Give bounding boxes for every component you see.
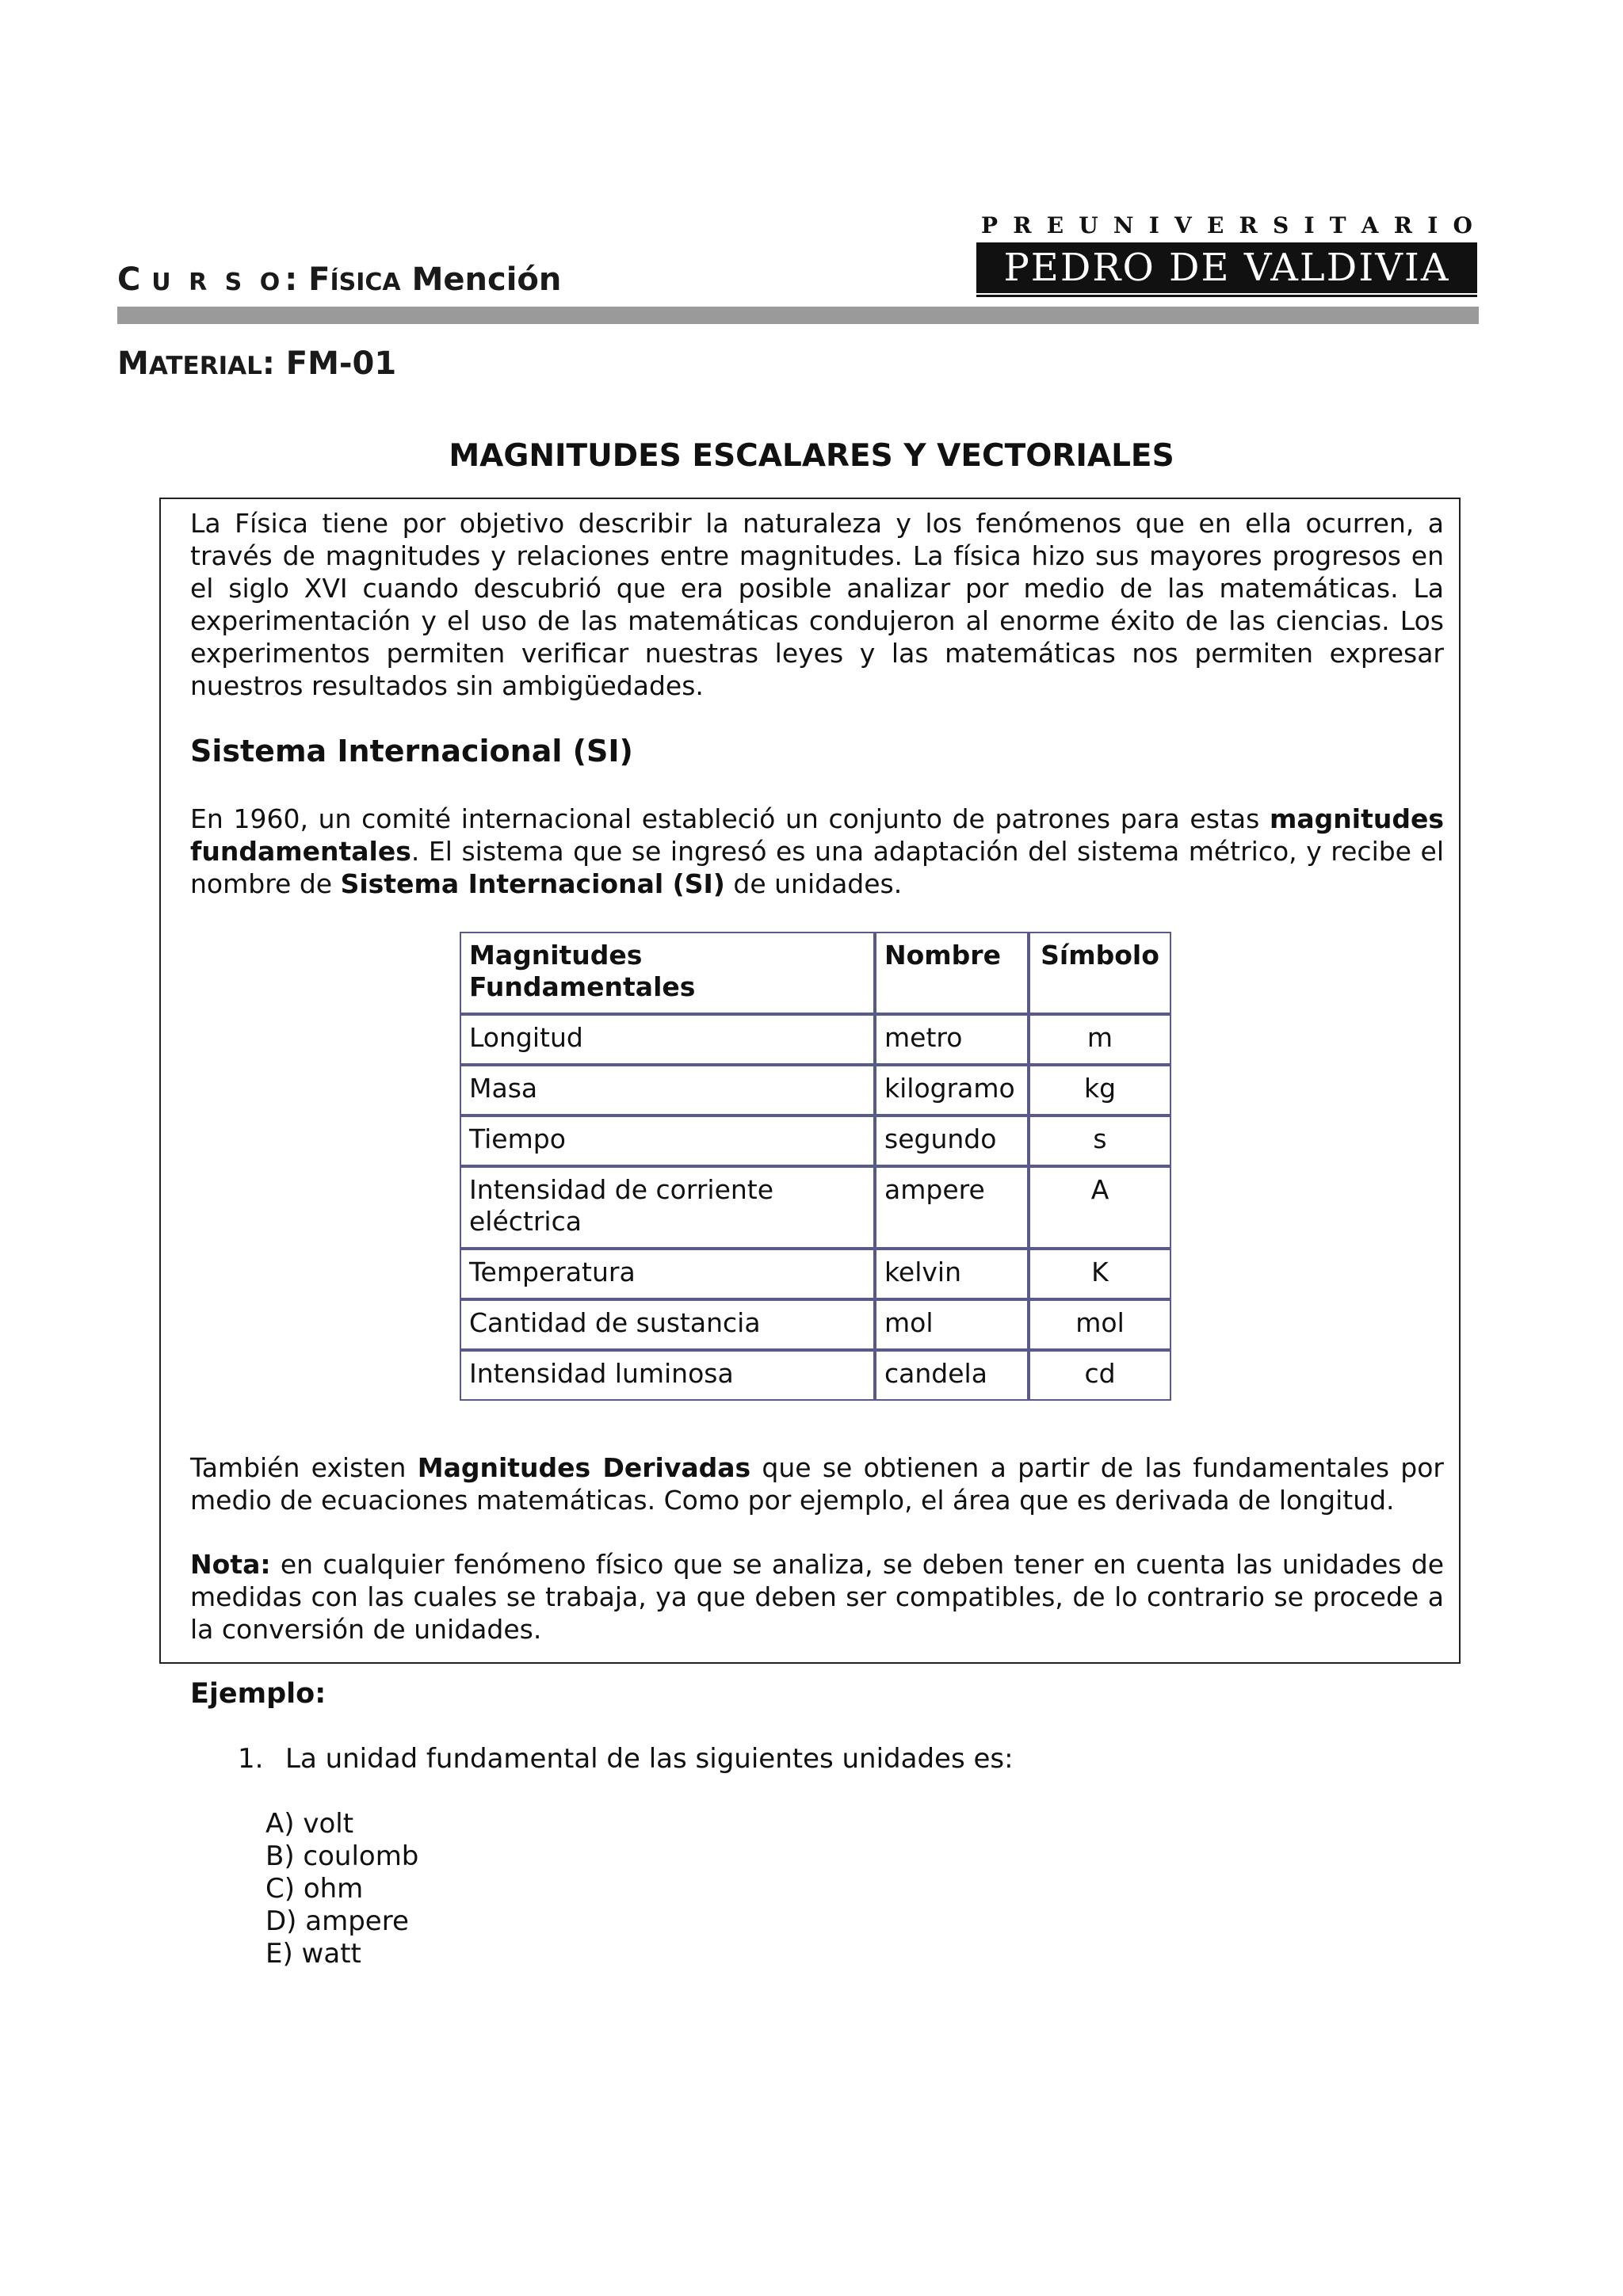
table-cell: kg (1029, 1065, 1171, 1116)
table-cell: Temperatura (460, 1249, 875, 1299)
table-cell: metro (875, 1014, 1029, 1065)
table-cell: cd (1029, 1350, 1171, 1401)
table-header: Nombre (875, 932, 1029, 1014)
si-units-table (460, 932, 1171, 1401)
table-row (460, 1299, 1171, 1350)
table-row (460, 1014, 1171, 1065)
option-b: B) coulomb (265, 1840, 419, 1872)
option-d: D) ampere (265, 1905, 409, 1937)
course-subject-f: F (308, 261, 330, 298)
table-cell: Cantidad de sustancia (460, 1299, 875, 1350)
course-label-c: C (117, 261, 141, 298)
table-header-row (460, 932, 1171, 1014)
option-e: E) watt (265, 1938, 361, 1970)
material-code (117, 345, 396, 382)
table-cell: Tiempo (460, 1116, 875, 1166)
table-row (460, 1350, 1171, 1401)
table-cell: kelvin (875, 1249, 1029, 1299)
course-label-colon: : (285, 261, 298, 298)
course-mention: Mención (411, 261, 562, 298)
intro-paragraph: La Física tiene por objetivo describir la naturaleza y los fenómenos que en ella ocurren, a través de magnitudes y relaciones entre magnitudes. La física hizo sus mayores progresos en el siglo XVI cuando descubrió que era posible analizar por medio de las matemáticas. La experimentación y el uso de las matemáticas condujeron al enorme éxito de las ciencias. Los experimentos permiten verificar nuestras leyes y las matemáticas nos permiten expresar nuestros resultados sin ambigüedades. (190, 508, 1444, 701)
course-label (117, 261, 561, 298)
table-row (460, 1249, 1171, 1299)
table-row (460, 1116, 1171, 1166)
table-cell: candela (875, 1350, 1029, 1401)
course-label-urso: U R S O (151, 269, 285, 296)
material-value: : FM-01 (262, 345, 397, 382)
logo-name: PEDRO DE VALDIVIA (976, 242, 1477, 293)
table-cell: kilogramo (875, 1065, 1029, 1116)
table-cell: A (1029, 1166, 1171, 1249)
si-heading: Sistema Internacional (SI) (190, 734, 633, 769)
note-paragraph: Nota: en cualquier fenómeno físico que se analiza, se deben tener en cuenta las unidades de medidas con las cuales se trabaja, ya que deben ser compatibles, de lo contrario se procede a la conversión de unidades. (190, 1549, 1444, 1645)
table-cell: m (1029, 1014, 1171, 1065)
table-cell: Masa (460, 1065, 875, 1116)
material-m: M (117, 345, 149, 382)
table-cell: s (1029, 1116, 1171, 1166)
table-cell: mol (875, 1299, 1029, 1350)
header-divider (117, 307, 1479, 324)
table-cell: ampere (875, 1166, 1029, 1249)
table-cell: Intensidad de corriente eléctrica (460, 1166, 875, 1249)
table-cell: mol (1029, 1299, 1171, 1350)
logo-tagline: P R E U N I V E R S I T A R I O (981, 212, 1472, 238)
table-cell: Longitud (460, 1014, 875, 1065)
material-rest: ATERIAL (148, 352, 262, 380)
course-subject-rest: ÍSICA (330, 269, 401, 296)
table-row (460, 1065, 1171, 1116)
table-cell: K (1029, 1249, 1171, 1299)
table-cell: segundo (875, 1116, 1029, 1166)
derived-paragraph: También existen Magnitudes Derivadas que se obtienen a partir de las fundamentales por medio de ecuaciones matemáticas. Como por ejemplo, el área que es derivada de longitud. (190, 1452, 1444, 1516)
question-1 (238, 1743, 1014, 1775)
question-text: La unidad fundamental de las siguientes unidades es: (285, 1743, 1014, 1775)
si-paragraph: En 1960, un comité internacional estableció un conjunto de patrones para estas magnitudes fundamentales. El sistema que se ingresó es una adaptación del sistema métrico, y recibe el nombre de Sistema Internacional (SI) de unidades. (190, 803, 1444, 899)
table-row (460, 1166, 1171, 1249)
option-a: A) volt (265, 1808, 354, 1840)
page-title: MAGNITUDES ESCALARES Y VECTORIALES (449, 438, 1174, 474)
answer-options (265, 1808, 418, 1970)
logo-underline (976, 295, 1477, 297)
note-label: Nota: (190, 1549, 271, 1580)
table-cell: Intensidad luminosa (460, 1350, 875, 1401)
example-heading: Ejemplo: (190, 1678, 327, 1710)
table-header: Símbolo (1029, 932, 1171, 1014)
table-header: Magnitudes Fundamentales (460, 932, 875, 1014)
question-number: 1. (238, 1743, 264, 1775)
option-c: C) ohm (265, 1873, 364, 1905)
